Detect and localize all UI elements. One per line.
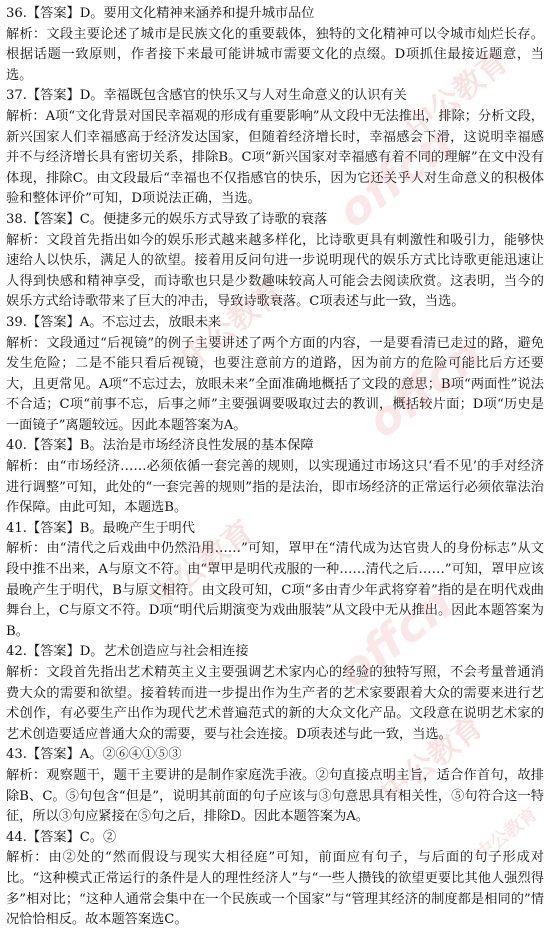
analysis-text: 解析：由“清代之后戏曲中仍然沿用……”可知，罩甲在“清代成为达官贵人的身份标志”从文段中推不出来，A与原文不符。由“罩甲是明代戎服的一种……清代之后……”可知，罩甲应该最晚产生于明代，B与原文相符。由文段可知，C项“多由青少年武将穿着”指的是在明代戏曲舞台上，C与原文不符。D项“明代后期演变为戏曲服装”从文段中无从推出。因此本题答案为B。 bbox=[6, 541, 544, 639]
question-42 bbox=[6, 642, 544, 745]
answer-line: 36.【答案】D。要用文化精神来涵养和提升城市品位 bbox=[6, 6, 315, 21]
analysis-text: 解析：文段主要论述了城市是民族文化的重要载体，独特的文化精神可以令城市灿烂长存。根据话题一致原则，作者接下来最可能讲城市需要文化的点缀。D项抓住最接近题意，当选。 bbox=[6, 26, 544, 83]
question-40 bbox=[6, 436, 544, 518]
watermark-logo-cn: 中公教育 bbox=[174, 274, 291, 376]
watermark-logo-cn: 中公教育 bbox=[374, 709, 491, 811]
question-36 bbox=[6, 4, 544, 86]
watermark-logo-cn: 中公教育 bbox=[399, 44, 516, 146]
question-37 bbox=[6, 86, 544, 210]
analysis-text: 解析：文段通过“后视镜”的例子主要讲述了两个方面的内容，一是要看清已走过的路，避免发生危险；二是不能只看后视镜，也要注意前方的道路，因为前方的危险可能比后方还要大，且更常见。A项“不忘过去，放眼未来”全面准确地概括了文段的意思；B项“两面性”说法不合适；C项“前事不忘，后事之师”主要强调要吸取过去的教训，概括较片面；D项“历史是一面镜子”离题较远。因此本题答案为A。 bbox=[6, 335, 544, 433]
question-39 bbox=[6, 313, 544, 437]
question-44 bbox=[6, 828, 544, 931]
question-43 bbox=[6, 745, 544, 827]
watermark-logo-cn: 中公教育 bbox=[144, 514, 261, 616]
question-38 bbox=[6, 210, 544, 313]
answer-line: 37.【答案】D。幸福既包含感官的快乐又与人对生命意义的认识有关 bbox=[6, 88, 407, 104]
analysis-text: 解析：观察题干，题干主要讲的是制作家庭洗手液。②句直接点明主旨，适合作首句，故排除B、C。⑤句包含“但是”，说明其前面的句子应该与③句意思具有相关性，⑤句符合这一特征，所以③句应紧接在⑤句之后，排除D。因此本题答案为A。 bbox=[6, 767, 544, 825]
analysis-text: 解析：文段首先指出如今的娱乐形式越来越多样化，比诗歌更具有刺激性和吸引力，能够快速给人以快乐，满足人的欲望。接着用反问句进一步说明现代的娱乐方式比诗歌更能迅速让人得到快感和精神享受，而诗歌也只是少数趣味较高人可能会去阅读欣赏。这表明，当今的娱乐方式给诗歌带来了巨大的冲击，导致诗歌衰落。C项表述与此一致，当选。 bbox=[6, 232, 544, 310]
analysis-text: 解析：由“市场经济……必须依循一套完善的规则，以实现通过市场这只‘看不见’的手对经济进行调整”可知，此处的“一套完善的规则”指的是法治，即市场经济的正常运行必须依靠法治作保障。由此可知，本题选B。 bbox=[6, 459, 544, 516]
answer-line: 40.【答案】B。法治是市场经济良性发展的基本保障 bbox=[6, 438, 314, 454]
answer-line: 39.【答案】A。不忘过去，放眼未来 bbox=[6, 314, 222, 330]
watermark-logo-en: offcn bbox=[327, 575, 463, 699]
answer-line: 43.【答案】A。②⑥④①⑤③ bbox=[6, 747, 182, 763]
analysis-text: 解析：由②处的“然而假设与现实大相径庭”可知，前面应有句子，与后面的句子形成对比。“这种模式正常运行的条件是人的理性经济人”与“一些人攒钱的欲望更要比其他人强烈得多”相对比；“这种人通常会集中在一个民族或一个国家”与“管理其经济的制度都是相同的”情况恰恰相反。故本题答案选C。 bbox=[6, 850, 544, 928]
watermark-logo-en: offcn bbox=[327, 115, 463, 239]
analysis-text: 解析：A项“文化背景对国民幸福观的形成有重要影响”从文段中无法推出，排除；分析文段，新兴国家人们幸福感高于经济发达国家，但随着经济增长时，幸福感会下滑，这说明幸福感并不与经济增长具有密切关系，排除B。C项“新兴国家对幸福感有着不同的理解”在文中没有体现，排除C。由文段最后“幸福也不仅指感官的快乐，因为它还关乎人对生命意义的积极体验和整体评价”可知，D项说法正确，当选。 bbox=[6, 108, 544, 207]
watermark-logo-en: offcn bbox=[357, 325, 493, 449]
answer-line: 38.【答案】C。便捷多元的娱乐方式导致了诗歌的衰落 bbox=[6, 211, 328, 227]
question-41 bbox=[6, 519, 544, 643]
answer-line: 42.【答案】D。艺术创造应与社会相连接 bbox=[6, 644, 249, 660]
answer-line: 41.【答案】B。最晚产生于明代 bbox=[6, 520, 195, 536]
watermark-logo-cn: 中公教育 bbox=[472, 803, 542, 865]
answer-explanations bbox=[6, 4, 544, 931]
answer-line: 44.【答案】C。② bbox=[6, 829, 117, 845]
analysis-text: 解析：文段首先指出艺术精英主义主要强调艺术家内心的经验的独特写照，不会考量普通消费大众的需要和欲望。接着转而进一步提出作为生产者的艺术家要跟着大众的需要来进行艺术创作，有必要生产出作为现代艺术普遍范式的新的大众文化产品。文段意在说明艺术家的艺术创造要适应普通大众的需要，要与社会连接。D项表述与此一致，当选。 bbox=[6, 665, 544, 742]
